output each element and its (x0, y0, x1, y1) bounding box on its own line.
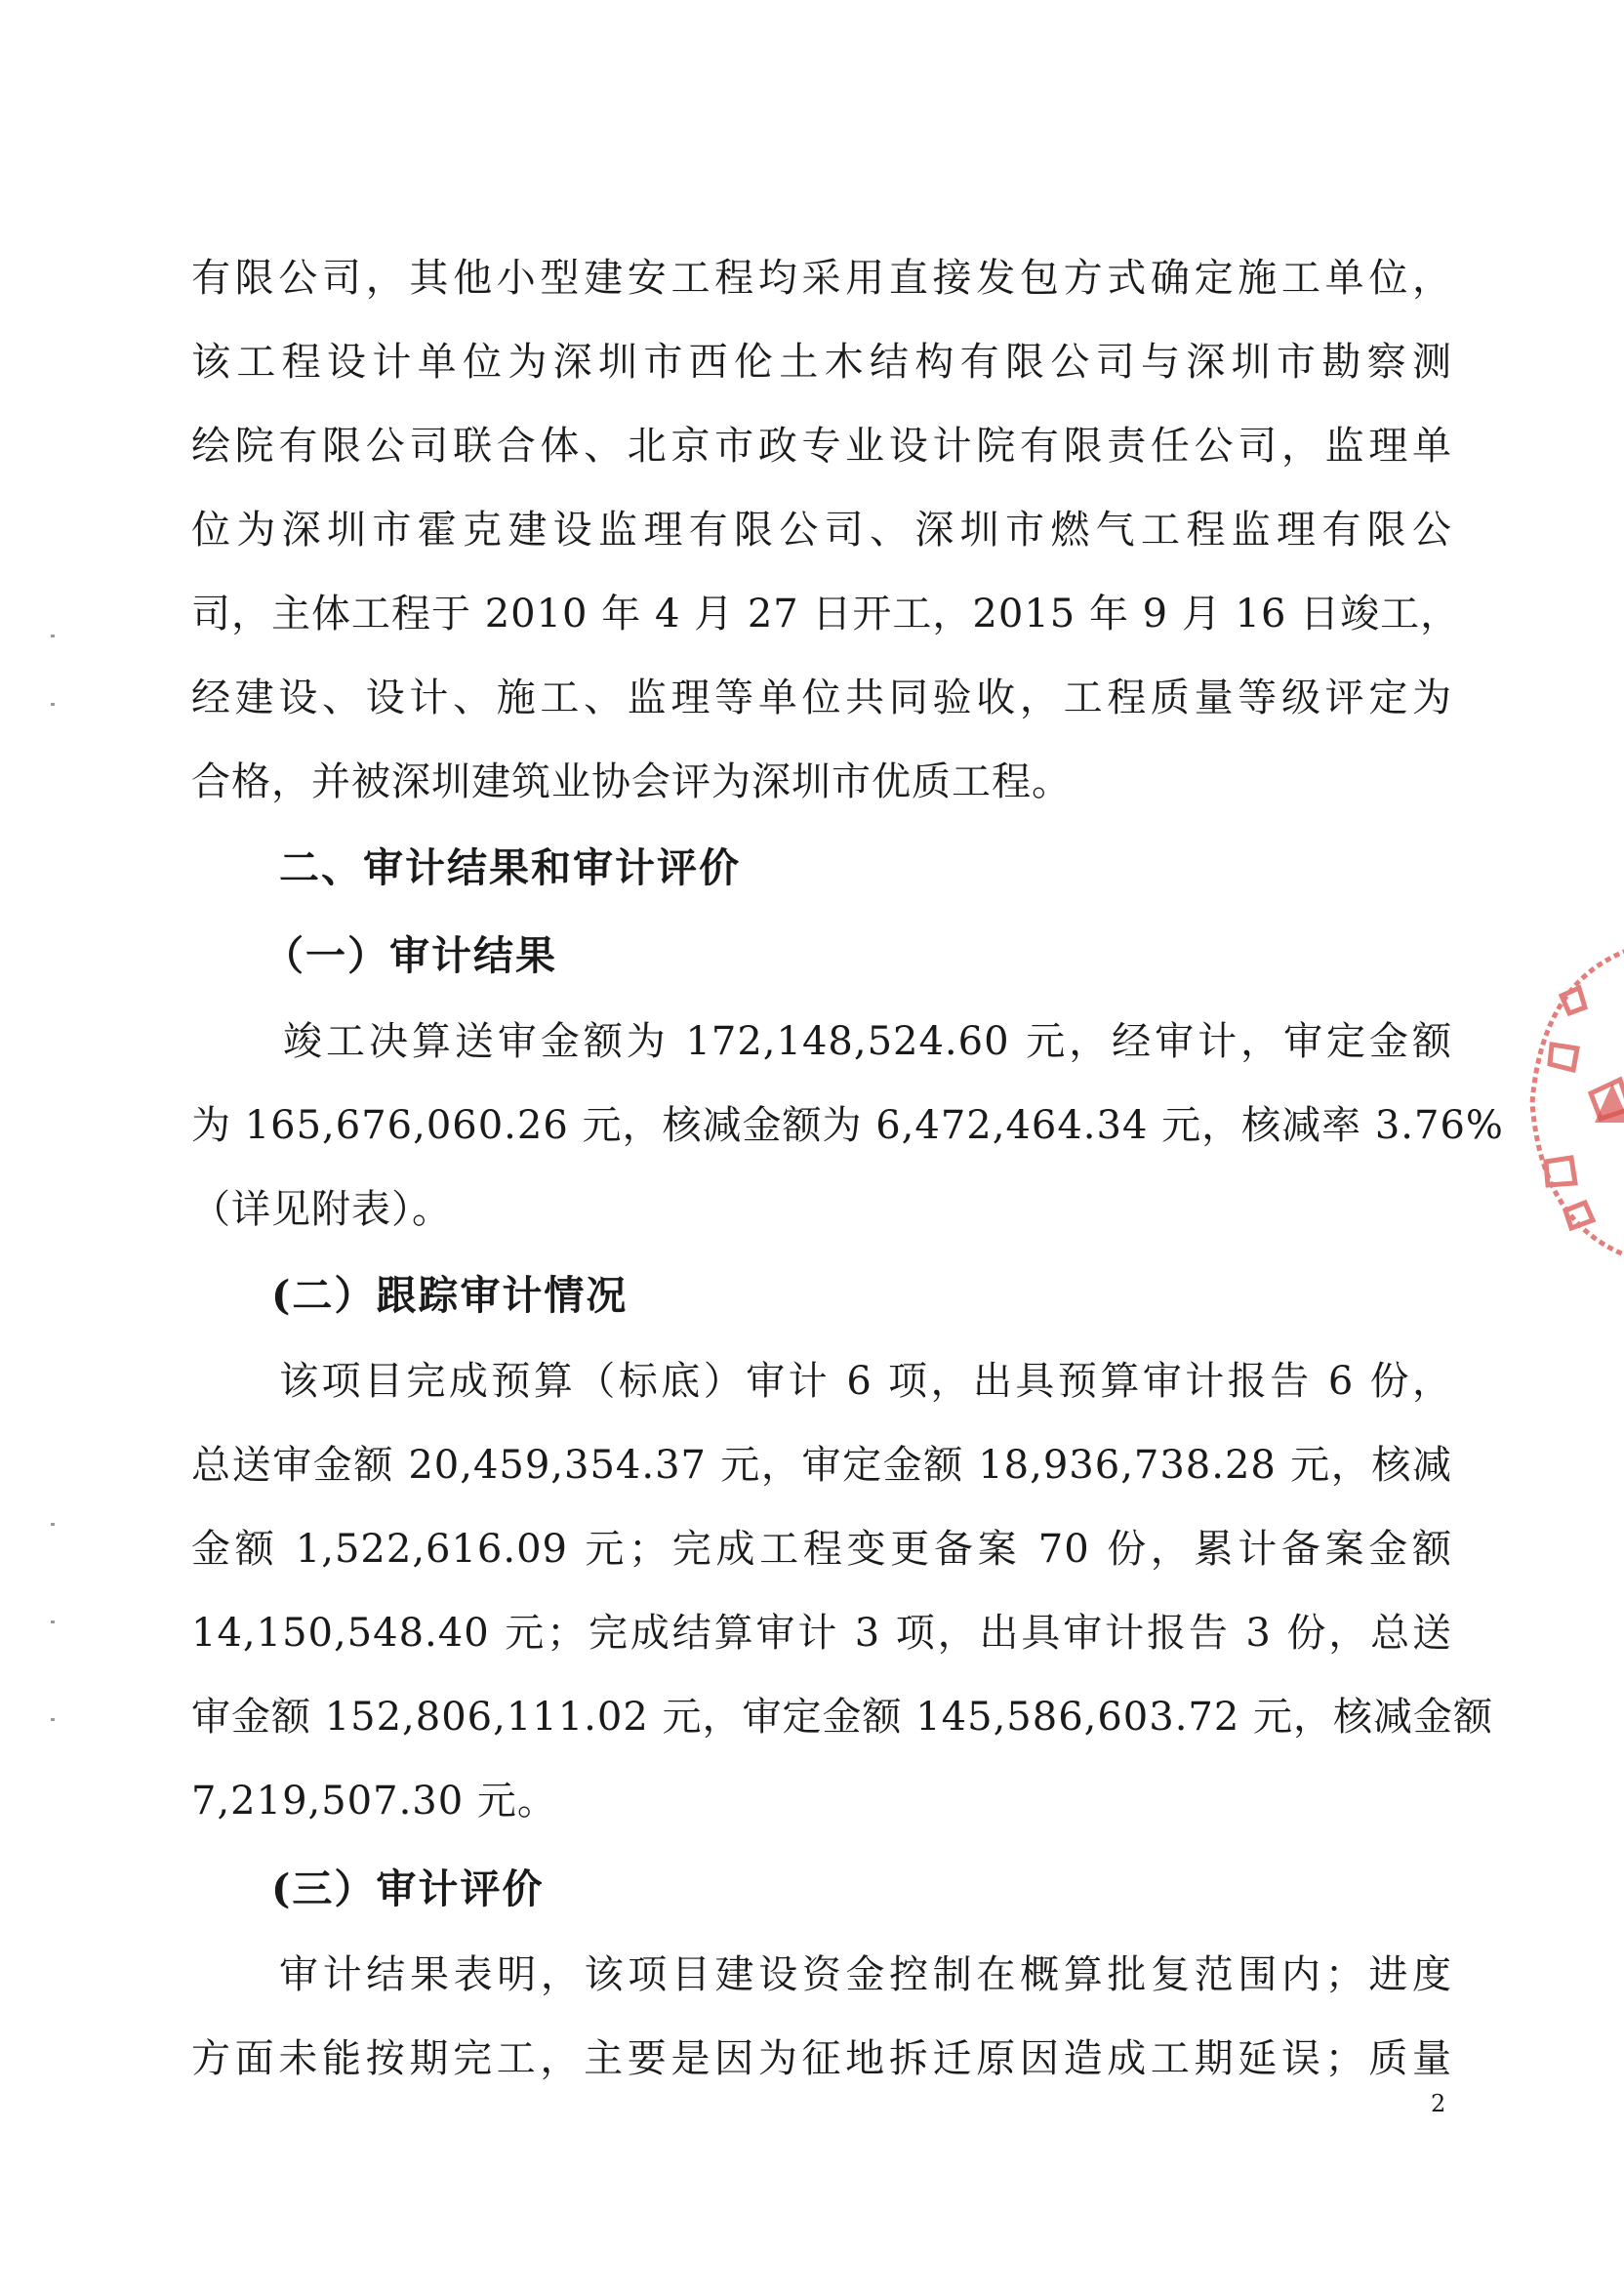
body-line: 位为深圳市霍克建设监理有限公司、深圳市燃气工程监理有限公 (191, 508, 1452, 553)
body-line: 审计结果表明，该项目建设资金控制在概算批复范围内；进度 (279, 1952, 1452, 1997)
body-line: （详见附表）。 (191, 1187, 452, 1232)
scan-mark (51, 635, 55, 637)
body-line: 审金额 152,806,111.02 元，审定金额 145,586,603.72 元，核减金额 (191, 1695, 1494, 1740)
page-number: 2 (1431, 2090, 1446, 2117)
body-line: 司，主体工程于 2010 年 4 月 27 日开工，2015 年 9 月 16 日竣工， (191, 592, 1461, 636)
subsection-heading: （一）审计结果 (264, 932, 557, 979)
subsection-heading: (二）跟踪审计情况 (271, 1272, 629, 1319)
body-line: 7,219,507.30 元。 (191, 1779, 557, 1824)
official-seal-stamp (1522, 937, 1624, 1269)
body-line: 有限公司，其他小型建安工程均采用直接发包方式确定施工单位， (191, 256, 1452, 301)
body-line: 竣工决算送审金额为 172,148,524.60 元，经审计，审定金额 (283, 1019, 1452, 1064)
body-line: 合格，并被深圳建筑业协会评为深圳市优质工程。 (191, 759, 1072, 804)
body-line: 总送审金额 20,459,354.37 元，审定金额 18,936,738.28 元，核减 (191, 1443, 1452, 1488)
body-line: 金额 1,522,616.09 元；完成工程变更备案 70 份，累计备案金额 (191, 1527, 1452, 1572)
scan-mark (51, 1523, 55, 1526)
body-line: 该工程设计单位为深圳市西伦土木结构有限公司与深圳市勘察测 (191, 340, 1452, 385)
body-line: 14,150,548.40 元；完成结算审计 3 项，出具审计报告 3 份，总送 (191, 1611, 1452, 1656)
body-line: 为 165,676,060.26 元，核减金额为 6,472,464.34 元，核减率 3.76% (191, 1103, 1504, 1148)
section-heading: 二、审计结果和审计评价 (279, 844, 741, 891)
scan-mark (51, 703, 55, 706)
body-line: 经建设、设计、施工、监理等单位共同验收，工程质量等级评定为 (191, 676, 1452, 720)
body-line: 方面未能按期完工，主要是因为征地拆迁原因造成工期延误；质量 (191, 2036, 1452, 2081)
scan-mark (51, 1718, 55, 1721)
body-line: 绘院有限公司联合体、北京市政专业设计院有限责任公司，监理单 (191, 424, 1452, 469)
subsection-heading: (三）审计评价 (271, 1866, 545, 1912)
scan-mark (51, 1620, 55, 1623)
body-line: 该项目完成预算（标底）审计 6 项，出具预算审计报告 6 份， (279, 1359, 1452, 1404)
